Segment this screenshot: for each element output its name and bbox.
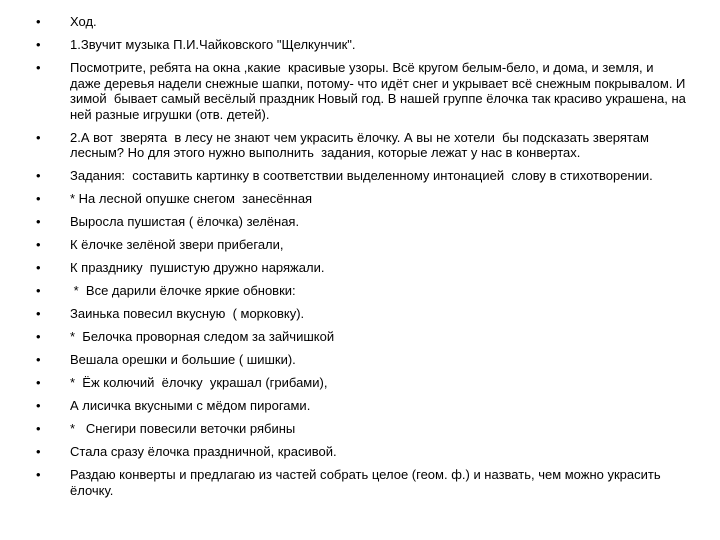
list-item [36, 283, 686, 299]
bullet-dot-icon: • [36, 129, 41, 145]
list-item-text: * На лесной опушке снегом занесённая [70, 191, 313, 207]
bullet-dot-icon: • [36, 260, 41, 276]
bullet-dot-icon: • [36, 375, 41, 391]
bullet-dot-icon: • [36, 237, 41, 253]
list-item [36, 191, 686, 207]
bullet-dot-icon: • [36, 329, 41, 345]
bullet-dot-icon: • [36, 191, 41, 207]
bullet-dot-icon: • [36, 421, 41, 437]
list-item [36, 306, 686, 322]
bullet-dot-icon: • [36, 352, 41, 368]
list-item [36, 352, 686, 368]
bullet-dot-icon: • [36, 467, 41, 483]
bullet-dot-icon: • [36, 283, 41, 299]
list-item [36, 237, 686, 253]
list-item-text: Ход. [70, 14, 97, 29]
list-item [36, 59, 690, 122]
list-item-text: * Снегири повесили веточки рябины [70, 421, 296, 437]
bullet-dot-icon: • [36, 36, 41, 52]
list-item-text: * Ёж колючий ёлочку украшал (грибами), [70, 375, 328, 391]
list-item-text: А лисичка вкусными с мёдом пирогами. [70, 398, 311, 414]
bullet-dot-icon: • [36, 14, 41, 29]
bullet-dot-icon: • [36, 398, 41, 414]
list-item [36, 329, 686, 345]
list-item [36, 375, 686, 391]
list-item-text: 2.А вот зверята в лесу не знают чем украсить ёлочку. А вы не хотели бы подсказать зверятам лесным? Но для этого нужно выполнить задания, которые лежат у нас в конвертах. [70, 129, 653, 161]
list-item-text: 1.Звучит музыка П.И.Чайковского "Щелкунчик". [70, 36, 356, 52]
list-item [36, 37, 686, 53]
list-item-text: К ёлочке зелёной звери прибегали, [70, 237, 284, 253]
slide-content [36, 14, 690, 506]
list-item-text: Вешала орешки и большие ( шишки). [70, 352, 296, 368]
list-item [36, 14, 686, 30]
bullet-dot-icon: • [36, 306, 41, 322]
list-item [36, 214, 686, 230]
list-item-text: Задания: составить картинку в соответствии выделенному интонацией слову в стихотворении. [70, 168, 653, 184]
list-item [36, 130, 686, 161]
list-item [36, 421, 686, 437]
list-item-text: Выросла пушистая ( ёлочка) зелёная. [70, 214, 300, 230]
list-item-text: * Все дарили ёлочке яркие обновки: [70, 283, 296, 299]
list-item-text: К празднику пушистую дружно наряжали. [70, 260, 325, 276]
list-item [36, 444, 686, 460]
list-item [36, 260, 686, 276]
bullet-dot-icon: • [36, 168, 41, 184]
list-item-text: Стала сразу ёлочка праздничной, красивой. [70, 444, 337, 460]
list-item-text: Посмотрите, ребята на окна ,какие красивые узоры. Всё кругом белым-бело, и дома, и земля, и даже деревья надели снежные шапки, потому- что идёт снег и укрывает всё снежным покрывалом. И зимой бывает самый весёлый праздник Новый год. В нашей группе ёлочка так красиво украшена, на ней разные игрушки (отв. детей). [70, 59, 690, 122]
list-item [36, 398, 686, 414]
bullet-dot-icon: • [36, 59, 41, 75]
list-item [36, 168, 686, 184]
bullet-dot-icon: • [36, 444, 41, 460]
list-item [36, 467, 686, 498]
list-item-text: * Белочка проворная следом за зайчишкой [70, 329, 335, 345]
bullet-dot-icon: • [36, 214, 41, 230]
list-item-text: Заинька повесил вкусную ( морковку). [70, 306, 305, 322]
bullet-list [36, 14, 690, 498]
list-item-text: Раздаю конверты и предлагаю из частей собрать целое (геом. ф.) и назвать, чем можно украсить ёлочку. [70, 467, 665, 498]
